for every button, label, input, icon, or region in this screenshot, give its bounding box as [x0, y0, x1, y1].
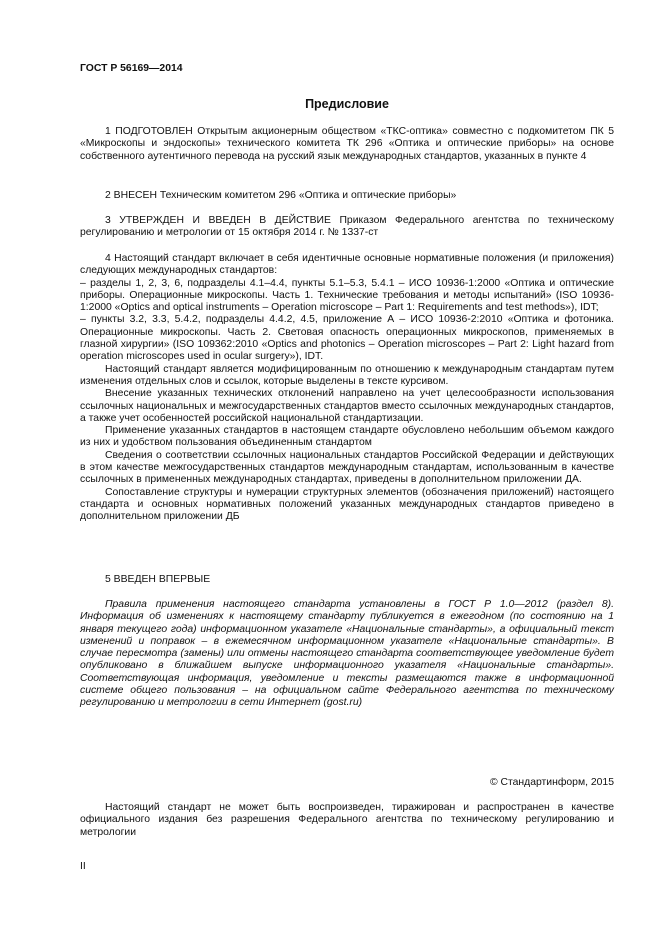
- item-4-intro: 4 Настоящий стандарт включает в себя идентичные основные нормативные положения (и приложения) следующих международных стандартов:: [80, 253, 614, 277]
- item-4-dash-2: – пункты 3.2, 3.3, 5.4.2, подразделы 4.4.2, 4.5, приложение А – ИСО 10936-2:2010 «Оптика и фотоника. Операционные микроскопы. Часть 2. Световая опасность операционных микроскопов, применяемых в глазной хирургии» (ISO 109362:2010 «Optics and photonics – Operation microscopes – Part 2: Light hazard from operation microscopes used in ocular surgery»), IDT.: [80, 314, 614, 363]
- reproduction-notice-text: Настоящий стандарт не может быть воспроизведен, тиражирован и распространен в качестве официального издания без разрешения Федерального агентства по техническому регулированию и метрологии: [80, 802, 614, 838]
- reproduction-notice-block: [80, 802, 614, 839]
- item-4-block: [80, 253, 614, 524]
- item-4-para-4: Сведения о соответствии ссылочных национальных стандартов Российской Федерации и действующих в этом качестве межгосударственных стандартов международным стандартам, использованным в качестве ссылочных в примененных международных стандартах, приведены в дополнительном приложении ДА.: [80, 449, 614, 486]
- page-number: II: [80, 861, 86, 872]
- standard-code-header: ГОСТ Р 56169—2014: [80, 63, 183, 74]
- item-4-para-2: Внесение указанных технических отклонений направлено на учет целесообразности использования ссылочных национальных и межгосударственных стандартов вместо ссылочных международных стандартов, а также учет особенностей российской национальной стандартизации.: [80, 388, 614, 424]
- item-1-block: [80, 126, 614, 163]
- page-title: Предисловие: [305, 97, 389, 111]
- item-1-text: 1 ПОДГОТОВЛЕН Открытым акционерным обществом «ТКС-оптика» совместно с подкомитетом ПК 5 «Микроскопы и эндоскопы» технического комитета ТК 296 «Оптика и оптические приборы» на основе собственного аутентичного перевода на русский язык международных стандартов, указанных в пункте 4: [80, 126, 614, 162]
- item-4-para-1: Настоящий стандарт является модифицированным по отношению к международным стандартам путем изменения отдельных слов и ссылок, которые выделены в тексте курсивом.: [80, 363, 614, 387]
- item-3-text: 3 УТВЕРЖДЕН И ВВЕДЕН В ДЕЙСТВИЕ Приказом Федерального агентства по техническому регулированию и метрологии от 15 октября 2014 г. № 1337-ст: [80, 215, 614, 239]
- item-5-block: [80, 574, 614, 586]
- item-4-para-5: Сопоставление структуры и нумерации структурных элементов (обозначения приложений) настоящего стандарта и основных нормативных положений указанных международных стандартов приведено в дополнительном приложении ДБ: [80, 486, 614, 523]
- copyright-line: © Стандартинформ, 2015: [489, 777, 614, 788]
- application-notice-block: [80, 599, 614, 710]
- item-2-text: 2 ВНЕСЕН Техническим комитетом 296 «Оптика и оптические приборы»: [105, 190, 457, 201]
- item-2-block: [80, 190, 614, 202]
- application-notice-text: Правила применения настоящего стандарта установлены в ГОСТ Р 1.0—2012 (раздел 8). Информация об изменениях к настоящему стандарту публикуется в ежегодном (по состоянию на 1 января текущего года) информационном указателе «Национальные стандарты», а официальный текст изменений и поправок – в ежемесячном информационном указателе «Национальные стандарты». В случае пересмотра (замены) или отмены настоящего стандарта соответствующее уведомление будет опубликовано в ближайшем выпуске информационного указателя «Национальные стандарты». Соответствующая информация, уведомление и тексты размещаются также в информационной системе общего пользования – на официальном сайте Федерального агентства по техническому регулированию и метрологии в сети Интернет (gost.ru): [80, 599, 614, 709]
- item-5-text: 5 ВВЕДЕН ВПЕРВЫЕ: [105, 574, 211, 585]
- item-4-para-3: Применение указанных стандартов в настоящем стандарте обусловлено небольшим объемом каждого из них и удобством пользования объединенным стандартом: [80, 425, 614, 449]
- item-4-dash-1: – разделы 1, 2, 3, 6, подразделы 4.1–4.4, пункты 5.1–5.3, 5.4.1 – ИСО 10936-1:2000 «Оптика и оптические приборы. Операционные микроскопы. Часть 1. Технические требования и методы испытаний» (ISO 10936-1:2000 «Optics and optical instruments – Operation microscope – Part 1: Requirements and test methods»), IDT;: [80, 277, 614, 314]
- item-3-block: [80, 215, 614, 240]
